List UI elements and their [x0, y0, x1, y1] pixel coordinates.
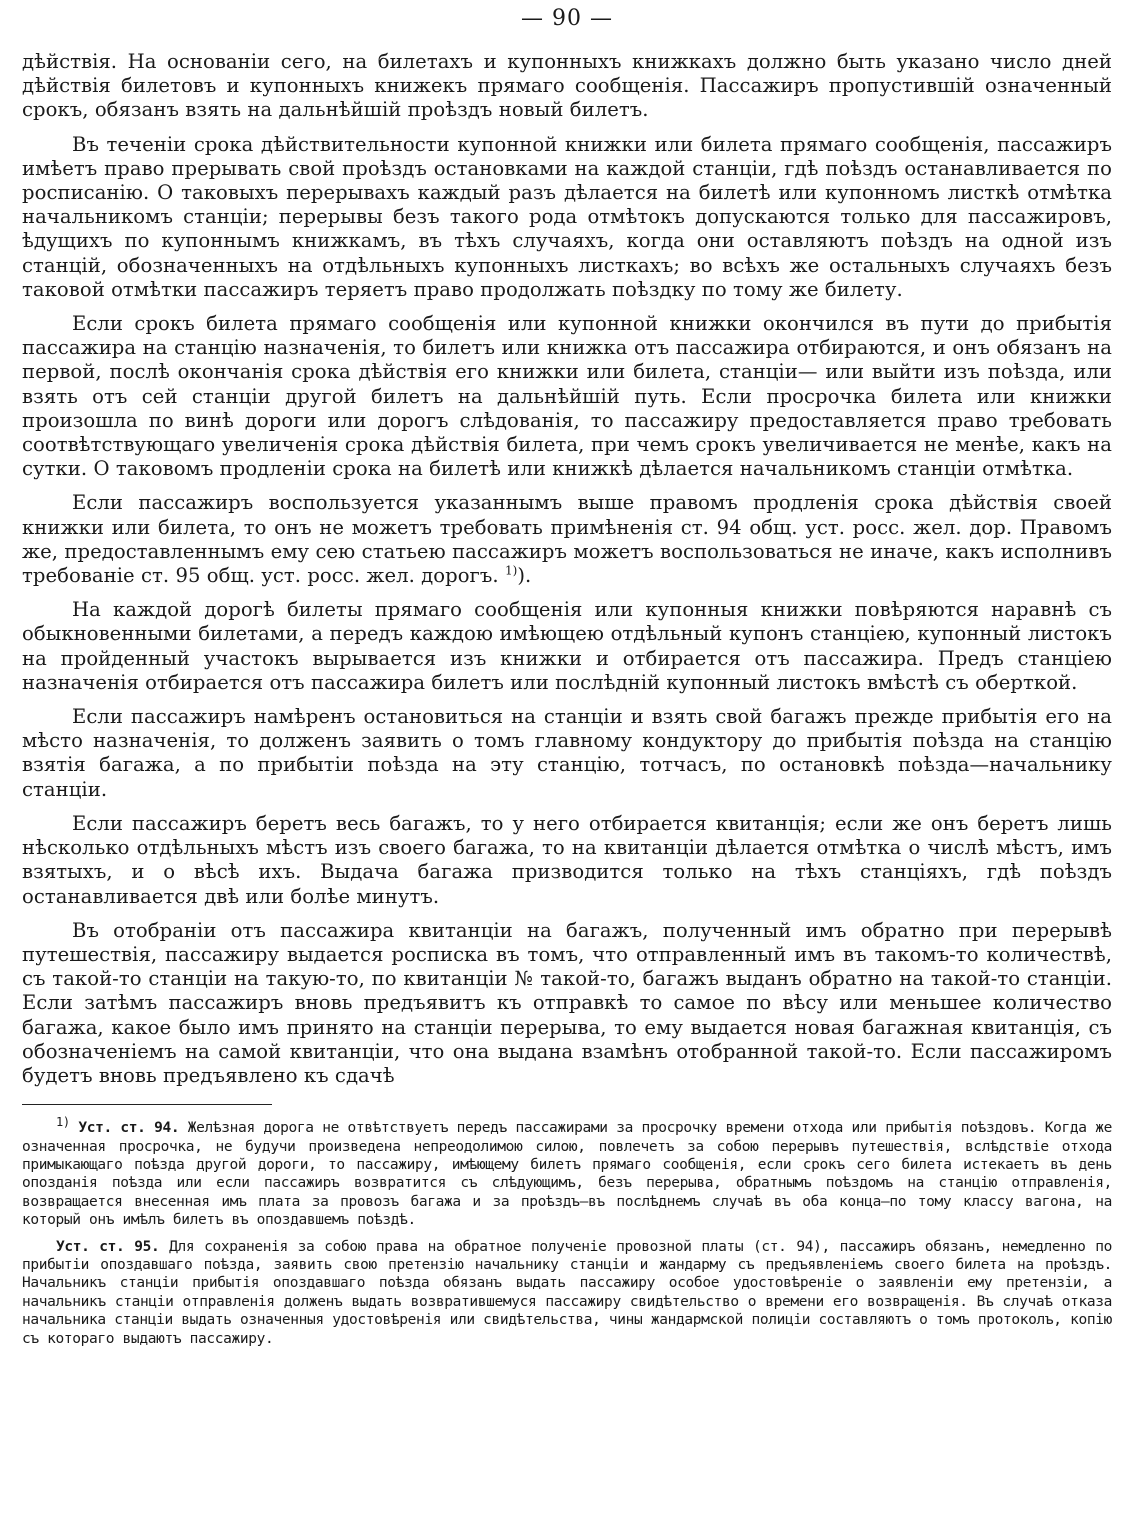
- footnote-divider: [22, 1104, 272, 1105]
- footnote-text: Для сохраненія за собою права на обратное полученіе провозной платы (ст. 94), пассажиръ обязанъ, немедленно по прибытіи опоздавшаго поѣзда, заявить свою претензію начальнику станціи и жандарму съ предъявленіемъ своего билета на проѣздъ. Начальникъ станціи прибытія опоздавшаго поѣзда обязанъ выдать пассажиру особое удостовѣреніе о заявленіи ему претензіи, а начальникъ станціи отправленія долженъ выдать возвратившемуся пассажиру свидѣтельство о времени его возвращенія. Въ случаѣ отказа начальника станціи выдать означенныя удостовѣренія или свидѣтельства, чины жандармской полиціи составляютъ о томъ протоколъ, копію съ котораго выдаютъ пассажиру.: [22, 1238, 1112, 1347]
- paragraph: Если пассажиръ воспользуется указаннымъ выше правомъ продленія срока дѣйствія своей книжки или билета, то онъ не можетъ требовать примѣненія ст. 94 общ. уст. росс. жел. дор. Правомъ же, предоставленнымъ ему сею статьею пассажиръ можетъ воспользоваться не иначе, какъ исполнивъ требованіе ст. 95 общ. уст. росс. жел. дорогъ. $^{1)}$).: [22, 491, 1112, 588]
- body-text: [22, 50, 1112, 1088]
- footnote-ref: Уст. ст. 95.: [56, 1238, 160, 1255]
- footnote-text: Желѣзная дорога не отвѣтствуетъ передъ пассажирами за просрочку времени отхода или прибытія поѣздовъ. Когда же означенная просрочка, не будучи произведена непреодолимою силою, повлечетъ за собою перерывъ путешествія, вслѣдствіе отхода примыкающаго поѣзда другой дороги, то пассажиру, имѣющему билетъ прямаго сообщенія, если срокъ сего билета истекаетъ въ день опозданія поѣзда или если пассажиръ возвратится съ слѣдующимъ, безъ перерыва, обратнымъ поѣздомъ на станцію отправленія, возвращается внесенная имъ плата за провозъ багажа и за проѣздъ—въ послѣднемъ случаѣ въ оба конца—по тому классу вагона, на который онъ имѣлъ билетъ въ опоздавшемъ поѣздѣ.: [22, 1120, 1112, 1229]
- page-number: — 90 —: [521, 6, 613, 31]
- paragraph: Если пассажиръ намѣренъ остановиться на станціи и взять свой багажъ прежде прибытія его на мѣсто назначенія, то долженъ заявить о томъ главному кондуктору до прибытія поѣзда на станцію взятія багажа, а по прибытіи поѣзда на эту станцію, тотчасъ, по остановкѣ поѣзда—начальнику станціи.: [22, 705, 1112, 801]
- footnote: [22, 1115, 1112, 1229]
- paragraph: Въ теченіи срока дѣйствительности купонной книжки или билета прямаго сообщенія, пассажиръ имѣетъ право прерывать свой проѣздъ остановками на каждой станціи, гдѣ поѣздъ останавливается по росписанію. О таковыхъ перерывахъ каждый разъ дѣлается на билетѣ или купонномъ листкѣ отмѣтка начальникомъ станціи; перерывы безъ такого рода отмѣтокъ допускаются только для пассажировъ, ѣдущихъ по купоннымъ книжкамъ, въ тѣхъ случаяхъ, когда они оставляютъ поѣздъ на одной изъ станцій, обозначенныхъ на отдѣльныхъ купонныхъ листкахъ; во всѣхъ же остальныхъ случаяхъ безъ таковой отмѣтки пассажиръ теряетъ право продолжать поѣздку по тому же билету.: [22, 132, 1112, 301]
- footnote-marker: 1): [56, 1115, 70, 1130]
- footnote-reference[interactable]: 1): [504, 563, 518, 578]
- footnote: [22, 1238, 1112, 1348]
- paragraph: дѣйствія. На основаніи сего, на билетахъ и купонныхъ книжкахъ должно быть указано число дней дѣйствія билетовъ и купонныхъ книжекъ прямаго сообщенія. Пассажиръ пропустившій означенный срокъ, обязанъ взять на дальнѣйшій проѣздъ новый билетъ.: [22, 50, 1112, 122]
- paragraph: Если пассажиръ беретъ весь багажъ, то у него отбирается квитанція; если же онъ беретъ лишь нѣсколько отдѣльныхъ мѣстъ изъ своего багажа, то на квитанціи дѣлается отмѣтка о числѣ мѣстъ, имъ взятыхъ, и о вѣсѣ ихъ. Выдача багажа призводится только на тѣхъ станціяхъ, гдѣ поѣздъ останавливается двѣ или болѣе минутъ.: [22, 811, 1112, 908]
- paragraph: Если срокъ билета прямаго сообщенія или купонной книжки окончился въ пути до прибытія пассажира на станцію назначенія, то билетъ или книжка отъ пассажира отбираются, и онъ обязанъ на первой, послѣ окончанія срока дѣйствія его книжки или билета, станціи— или выйти изъ поѣзда, или взять отъ сей станціи другой билетъ на дальнѣйшій путь. Если просрочка билета или книжки произошла по винѣ дороги или дорогъ слѣдованія, то пассажиру предоставляется право требовать соотвѣтствующаго увеличенія срока дѣйствія билета, при чемъ срокъ увеличивается не менѣе, какъ на сутки. О таковомъ продленіи срока на билетѣ или книжкѣ дѣлается начальникомъ станціи отмѣтка.: [22, 312, 1112, 481]
- paragraph: Въ отобраніи отъ пассажира квитанціи на багажъ, полученный имъ обратно при перерывѣ путешествія, пассажиру выдается росписка въ томъ, что отправленный имъ въ такомъ-то количествѣ, съ такой-то станціи на такую-то, по квитанціи № такой-то, багажъ выданъ обратно на такой-то станціи. Если затѣмъ пассажиръ вновь предъявитъ къ отправкѣ то самое по вѣсу или меньшее количество багажа, какое было имъ принято на станціи перерыва, то ему выдается новая багажная квитанція, съ обозначеніемъ на самой квитанціи, что она выдана взамѣнъ отобранной такой-то. Если пассажиромъ будетъ вновь предъявлено къ сдачѣ: [22, 918, 1112, 1087]
- paragraph-text: Если пассажиръ воспользуется указаннымъ выше правомъ продленія срока дѣйствія своей книжки или билета, то онъ не можетъ требовать примѣненія ст. 94 общ. уст. росс. жел. дор. Правомъ же, предоставленнымъ ему сею статьею пассажиръ можетъ воспользоваться не иначе, какъ исполнивъ требованіе ст. 95 общ. уст. росс. жел. дорогъ.: [22, 491, 1112, 588]
- footnotes: [22, 1115, 1112, 1348]
- paragraph: На каждой дорогѣ билеты прямаго сообщенія или купонныя книжки повѣряются наравнѣ съ обыкновенными билетами, а передъ каждою имѣющею отдѣльный купонъ станціею, купонный листокъ на пройденный участокъ вырывается изъ книжки и отбирается отъ пассажира. Предъ станціею назначенія отбирается отъ пассажира билетъ или послѣдній купонный листокъ вмѣстѣ съ оберткой.: [22, 598, 1112, 694]
- footnote-ref: Уст. ст. 94.: [78, 1120, 180, 1137]
